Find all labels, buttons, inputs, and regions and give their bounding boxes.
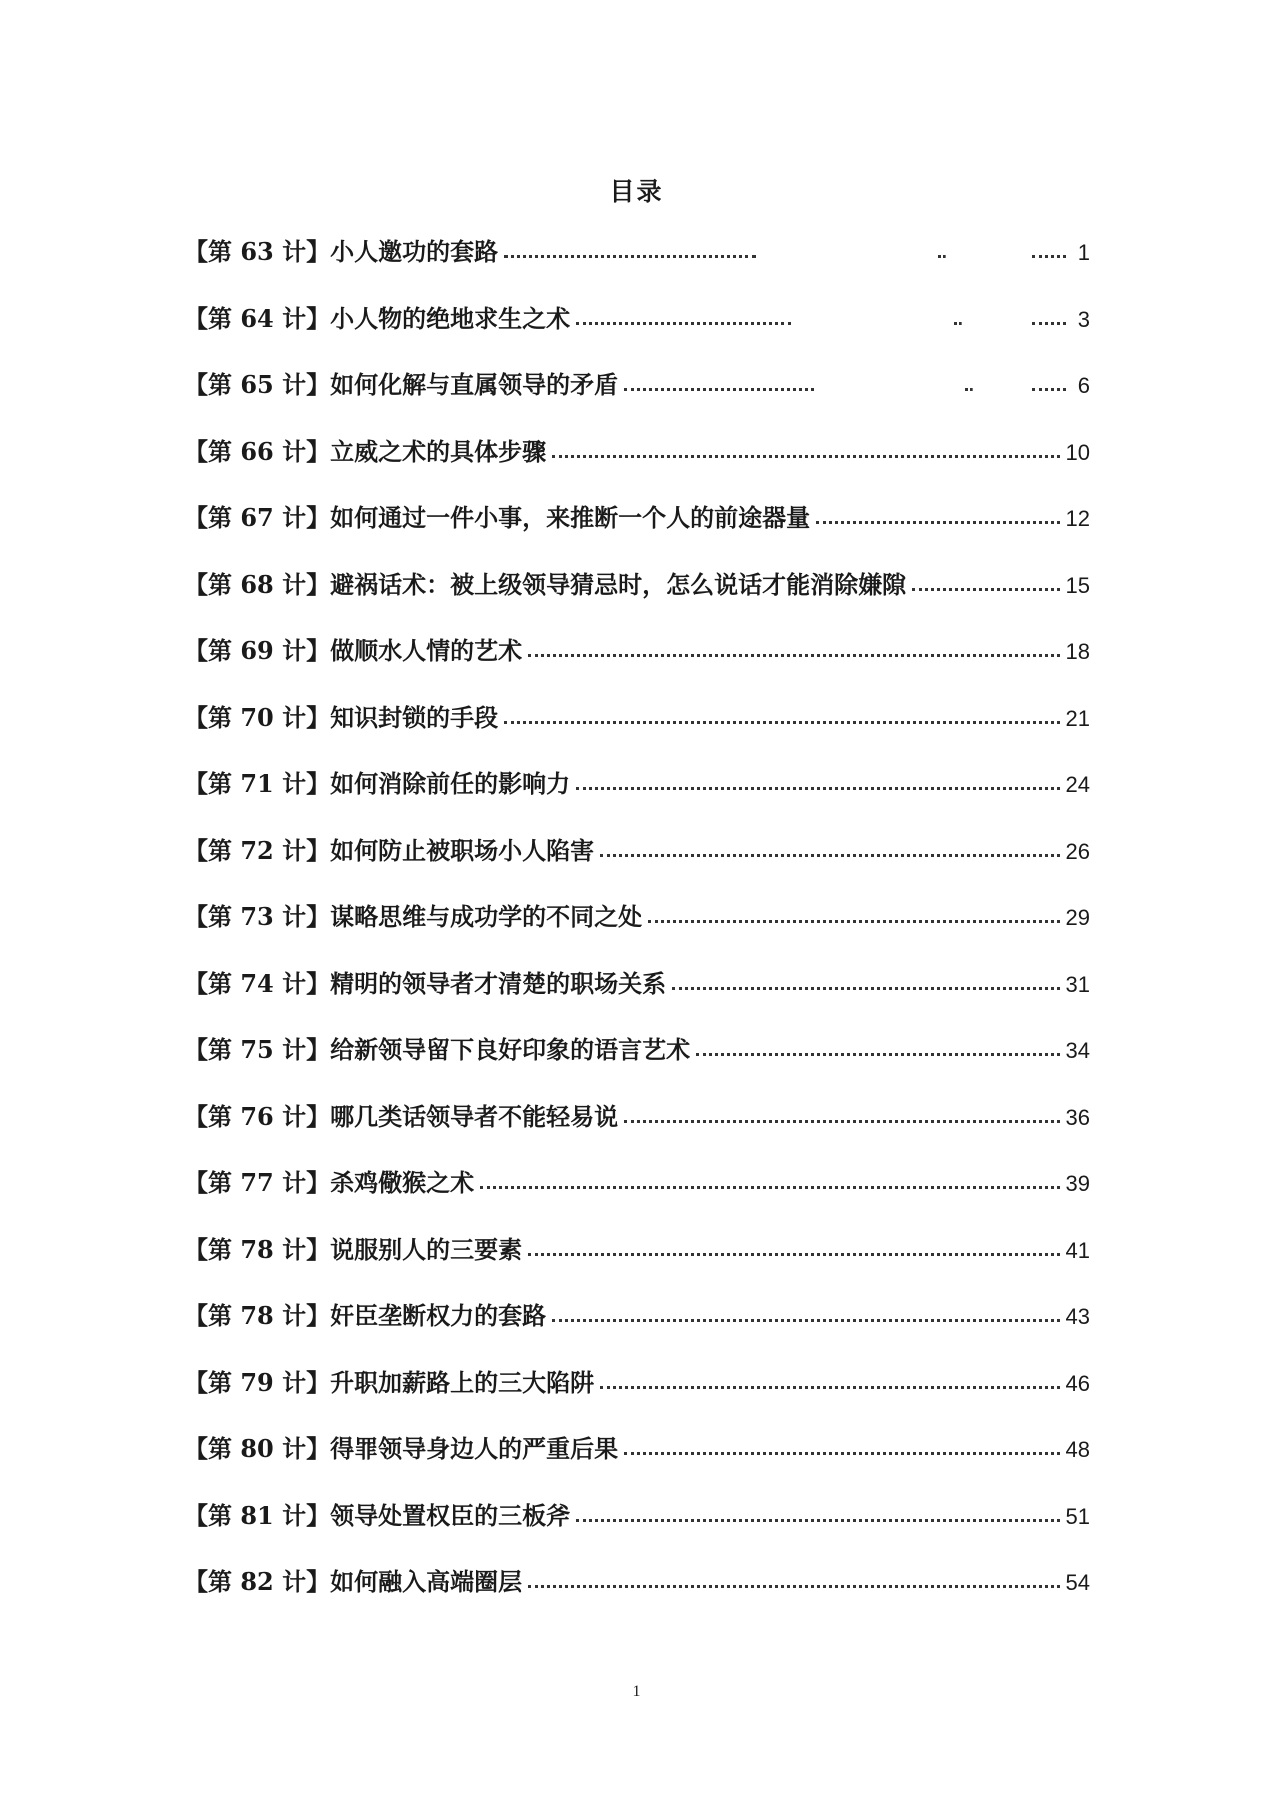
toc-entry[interactable] (184, 1433, 1090, 1500)
toc-entry-label: 【第 77 计】 (184, 1168, 331, 1197)
toc-entry-page: 43 (1065, 1304, 1090, 1329)
toc-entry-label: 【第 70 计】 (184, 702, 331, 732)
toc-entry-page: 24 (1065, 772, 1090, 797)
toc-entry-page: 18 (1065, 639, 1090, 664)
toc-entry-page: 54 (1065, 1570, 1090, 1595)
toc-dot-leader (696, 1035, 1059, 1056)
toc-entry[interactable] (184, 901, 1090, 968)
toc-entry-page: 29 (1065, 905, 1090, 930)
toc-entry-label: 【第 71 计】 (184, 769, 331, 798)
toc-entry-title: 避祸话术：被上级领导猜忌时，怎么说话才能消除嫌隙 (330, 569, 907, 599)
toc-entry-page: 26 (1065, 838, 1090, 864)
toc-entry-title: 奸臣垄断权力的套路 (330, 1301, 547, 1330)
toc-dot-leader (600, 1368, 1059, 1389)
toc-entry-title: 立威之术的具体步骤 (330, 436, 547, 466)
toc-entry-title: 说服别人的三要素 (330, 1234, 523, 1264)
toc-entry-label: 【第 78 计】 (184, 1301, 331, 1330)
toc-dot-leader (672, 969, 1059, 990)
toc-entry-page: 1 (1077, 240, 1090, 265)
toc-entry-title: 升职加薪路上的三大陷阱 (330, 1367, 595, 1397)
toc-dot-leader (528, 1235, 1059, 1256)
toc-entry[interactable] (184, 1167, 1090, 1234)
toc-entry-page: 15 (1065, 572, 1090, 598)
toc-dot-leader (648, 902, 1059, 923)
toc-entry-page: 46 (1065, 1370, 1090, 1396)
toc-entry[interactable] (184, 369, 1090, 436)
toc-dot-leader-segment (938, 255, 946, 258)
toc-dot-leader (624, 373, 1066, 391)
toc-entry-title: 做顺水人情的艺术 (330, 636, 523, 665)
toc-entry-title: 如何通过一件小事，来推断一个人的前途器量 (330, 503, 811, 532)
toc-dot-leader-segment (1032, 388, 1066, 391)
toc-entry-title: 如何融入高端圈层 (330, 1567, 523, 1596)
toc-entry-label: 【第 76 计】 (184, 1101, 331, 1131)
toc-entry-title: 知识封锁的手段 (330, 702, 499, 732)
toc-dot-leader (504, 240, 1066, 258)
toc-entry[interactable] (184, 1566, 1090, 1633)
toc-dot-leader (624, 1102, 1059, 1123)
toc-entry[interactable] (184, 236, 1090, 303)
toc-entry-label: 【第 74 计】 (184, 968, 331, 998)
toc-entry-label: 【第 68 计】 (184, 569, 331, 599)
toc-entry-title: 给新领导留下良好印象的语言艺术 (330, 1035, 691, 1064)
toc-entry-page: 3 (1077, 306, 1090, 332)
toc-dot-leader-segment (954, 322, 962, 325)
toc-entry-title: 领导处置权臣的三板斧 (330, 1500, 571, 1530)
toc-entry-title: 小人物的绝地求生之术 (330, 303, 571, 333)
toc-entry-title: 小人邀功的套路 (330, 237, 499, 266)
toc-entry-title: 精明的领导者才清楚的职场关系 (330, 968, 667, 998)
toc-dot-leader (552, 437, 1059, 458)
toc-entry-label: 【第 82 计】 (184, 1567, 331, 1596)
toc-dot-leader (600, 836, 1059, 857)
toc-dot-leader (576, 1501, 1059, 1522)
toc-entry-label: 【第 67 计】 (184, 503, 331, 532)
toc-entry[interactable] (184, 303, 1090, 370)
toc-entry-label: 【第 81 计】 (184, 1500, 331, 1530)
toc-entry[interactable] (184, 635, 1090, 702)
toc-entry-label: 【第 78 计】 (184, 1234, 331, 1264)
toc-dot-leader (624, 1434, 1059, 1455)
toc-entry-title: 得罪领导身边人的严重后果 (330, 1434, 619, 1463)
toc-entry[interactable] (184, 1101, 1090, 1168)
toc-entry-label: 【第 73 计】 (184, 902, 331, 931)
toc-entry[interactable] (184, 1500, 1090, 1567)
toc-dot-leader (504, 703, 1059, 724)
toc-entry[interactable] (184, 1034, 1090, 1101)
toc-entry-page: 39 (1065, 1171, 1090, 1196)
toc-dot-leader (576, 307, 1066, 325)
toc-entry[interactable] (184, 502, 1090, 569)
toc-entry[interactable] (184, 436, 1090, 503)
toc-entry-page: 31 (1065, 971, 1090, 997)
toc-entry-page: 51 (1065, 1503, 1090, 1529)
toc-dot-leader-segment (624, 388, 814, 391)
page-number: 1 (632, 1683, 641, 1700)
toc-dot-leader (528, 1567, 1059, 1588)
toc-entry[interactable] (184, 702, 1090, 769)
toc-dot-leader (576, 769, 1059, 790)
toc-list (184, 236, 1090, 1633)
toc-entry[interactable] (184, 768, 1090, 835)
toc-entry-label: 【第 64 计】 (184, 303, 331, 333)
toc-entry-label: 【第 75 计】 (184, 1035, 331, 1064)
toc-entry-page: 21 (1065, 705, 1090, 731)
toc-dot-leader-segment (1032, 322, 1066, 325)
toc-entry-title: 如何化解与直属领导的矛盾 (330, 370, 619, 399)
toc-entry[interactable] (184, 1367, 1090, 1434)
toc-entry-page: 10 (1065, 439, 1090, 465)
toc-entry-label: 【第 72 计】 (184, 835, 331, 865)
toc-dot-leader-segment (576, 322, 791, 325)
toc-dot-leader (480, 1168, 1059, 1189)
toc-dot-leader-segment (1032, 255, 1066, 258)
toc-dot-leader-segment (504, 255, 756, 258)
toc-entry-label: 【第 79 计】 (184, 1367, 331, 1397)
toc-entry-label: 【第 69 计】 (184, 636, 331, 665)
toc-entry-label: 【第 80 计】 (184, 1434, 331, 1463)
toc-entry-label: 【第 66 计】 (184, 436, 331, 466)
toc-dot-leader-segment (965, 388, 973, 391)
toc-entry-title: 哪几类话领导者不能轻易说 (330, 1101, 619, 1131)
toc-entry-page: 36 (1065, 1104, 1090, 1130)
toc-entry[interactable] (184, 1234, 1090, 1301)
toc-entry-title: 谋略思维与成功学的不同之处 (330, 902, 643, 931)
toc-entry-title: 如何防止被职场小人陷害 (330, 835, 595, 865)
toc-entry-label: 【第 63 计】 (184, 237, 331, 266)
toc-dot-leader (552, 1301, 1059, 1322)
toc-entry-title: 如何消除前任的影响力 (330, 769, 571, 798)
toc-entry-page: 48 (1065, 1437, 1090, 1462)
toc-entry[interactable] (184, 1300, 1090, 1367)
toc-dot-leader (912, 570, 1059, 591)
toc-entry-label: 【第 65 计】 (184, 370, 331, 399)
toc-entry-page: 12 (1065, 506, 1090, 531)
toc-entry-page: 41 (1065, 1237, 1090, 1263)
toc-entry[interactable] (184, 569, 1090, 636)
toc-entry-title: 杀鸡儆猴之术 (330, 1168, 475, 1197)
toc-dot-leader (528, 636, 1059, 657)
toc-dot-leader (816, 503, 1059, 524)
toc-entry[interactable] (184, 968, 1090, 1035)
toc-entry[interactable] (184, 835, 1090, 902)
toc-title: 目录 (609, 177, 664, 206)
toc-entry-page: 6 (1077, 373, 1090, 398)
toc-entry-page: 34 (1065, 1038, 1090, 1063)
